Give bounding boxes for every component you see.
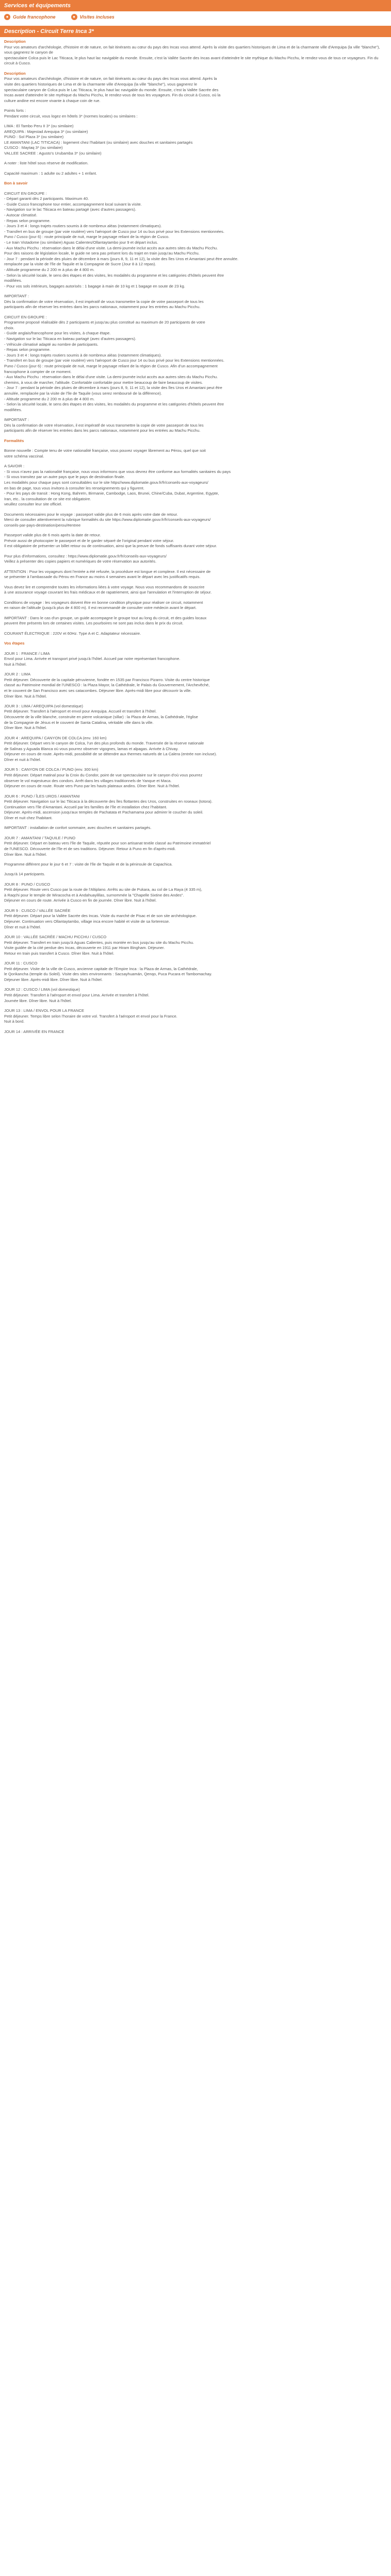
text-line: remplacée par la visite de l'île de Taquile et la Compagnie de Sucre (Jour 8 à 12 repas).	[4, 262, 156, 267]
spacer	[4, 667, 387, 672]
spacer	[4, 868, 387, 872]
text-line: modifiées.	[4, 407, 22, 412]
text-line: de Salinas y Aguada Blanca où vous pourrez observer vigognes, lamas et alpagas. Arrivée à Chivay.	[4, 746, 178, 751]
text-line: Pendant votre circuit, vous logez en hôtels 3* (normes locales) ou similaires :	[4, 113, 138, 118]
text-line: - Navigation sur le lac Titicaca en bateau partagé (avec d'autres passagers).	[4, 336, 136, 342]
text-line: - Altitude programme du 2 200 m à plus de 4 800 m.	[4, 396, 95, 401]
text-line: Pour des raisons de législation locale, le guide ne sera pas présent lors du trajet en train jusqu'au Machu Picchu.	[4, 251, 200, 256]
text-line: Dîner et nuit à l'hôtel.	[4, 924, 41, 929]
spacer	[4, 565, 387, 569]
text-line: Dîner libre. Nuit à l'hôtel.	[4, 852, 47, 857]
text-line: - Jour 7 : pendant la période des pluies de décembre à mars (jours 8, 9, 11 et 12), la visite des îles Uros et Amantani peut être annulée.	[4, 256, 239, 261]
spacer	[4, 821, 387, 826]
spacer	[4, 1004, 387, 1008]
text-line: Petit déjeuner. Transfert à l'aéroport et envol pour Arequipa. Accueil et transfert à l'hôtel.	[4, 709, 157, 714]
text-line: Petit déjeuner. Route vers Cusco par la route de l'Altiplano. Arrêts au site de Pukara, au col de La Raya (4 335 m),	[4, 887, 202, 892]
text-line: - Altitude programme du 2 200 m à plus de 4 800 m.	[4, 267, 95, 272]
text-line: à une assurance voyage couvrant les frais médicaux et de rapatriement, ainsi que l'annulation et l'interruption de séjour.	[4, 590, 212, 595]
spacer	[4, 444, 387, 448]
text-line: JOUR 5 : CANYON DE COLCA / PUNO (env. 300 km)	[4, 767, 99, 772]
spacer	[4, 549, 387, 554]
spacer	[4, 857, 387, 862]
text-line: Découverte de la ville blanche, construite en pierre volcanique (sillar) : la Plaza de Armas, la Cathédrale, l'église	[4, 715, 198, 720]
spacer	[4, 310, 387, 315]
text-line: Jusqu'à 14 participants.	[4, 872, 45, 877]
text-line: JOUR 8 : PUNO / CUSCO	[4, 882, 51, 887]
spacer	[4, 289, 387, 294]
spacer	[4, 904, 387, 908]
text-line: - Si vous transitez par un autre pays que le pays de destination finale.	[4, 474, 125, 480]
text-line: - Pour vos sols intérieurs, bagages autorisés : 1 bagage à main de 10 kg et 1 bagage en soute de 23 kg.	[4, 283, 185, 289]
text-line: VALLEE SACREE : Agusto's Urubamba 3* (ou similaire)	[4, 151, 102, 156]
text-line: Petit déjeuner. Temps libre selon l'horaire de votre vol. Transfert à l'aéroport et envol pour la France.	[4, 1013, 177, 1019]
spacer	[4, 1025, 387, 1029]
text-line: CUSCO : Maytaq 3* (ou similaire)	[4, 145, 63, 150]
text-line: Dîner libre. Nuit à l'hôtel.	[4, 693, 47, 699]
section-heading: Description	[4, 39, 26, 44]
text-line: observer le vol majestueux des condors. Arrêt dans les villages traditionnels de Yanque et Maca.	[4, 778, 172, 783]
text-line: Programme proposé réalisable dès 2 participants et jusqu'au plus constitué au maximum de 20 participants de votre	[4, 320, 205, 325]
spacer	[4, 983, 387, 988]
text-line: choix.	[4, 325, 14, 330]
spacer	[4, 66, 387, 71]
text-line: Petit déjeuner. Visite de la ville de Cusco, ancienne capitale de l'Empire Inca : la Plaza de Armas, la Cathédrale,	[4, 966, 198, 971]
text-line: - Si vous n'avez pas la nationalité française, nous vous informons que vous devrez être conforme aux formalités sanitaires du pays	[4, 469, 231, 474]
tab-guide-label: Guide francophone	[13, 14, 56, 20]
text-line: IMPORTANT :	[4, 294, 29, 299]
spacer	[4, 459, 387, 464]
tab-visites[interactable]	[71, 14, 115, 20]
text-line: JOUR 4 : AREQUIPA / CANYON DE COLCA (env. 160 km)	[4, 735, 107, 740]
spacer	[4, 434, 387, 438]
text-line: - Jours 3 et 4 : longs trajets routiers soumis à de nombreux aléas (notamment climatiques).	[4, 224, 162, 229]
spacer	[4, 789, 387, 794]
text-line: et le couvent de San Francisco avec ses catacombes. Déjeuner libre. Après-midi libre pour découvrir la ville.	[4, 688, 192, 693]
spacer	[4, 157, 387, 161]
text-line: Documents nécessaires pour le voyage : passeport valide plus de 6 mois après votre date de retour.	[4, 512, 178, 517]
text-line: COURANT ÉLECTRIQUE : 220V et 60Hz. Type A et C. Adaptateur nécessaire.	[4, 631, 141, 636]
text-line: annulée, remplacée par la visite de l'île de Taquile (vous serez remboursé de la différence).	[4, 391, 162, 396]
spacer	[4, 831, 387, 836]
text-line: Retour en train puis transfert à Cusco. Dîner libre. Nuit à l'hôtel.	[4, 951, 115, 956]
text-line: Visite guidée de la cité perdue des Incas, découverte en 1911 par Hiram Bingham. Déjeuner.	[4, 945, 165, 951]
text-line: - Selon la sécurité locale, le sens des étapes et des visites, les modalités du programme et les catégories d'hôtels peuvent être	[4, 273, 224, 278]
text-line: Petit déjeuner. Découverte de la capitale péruvienne, fondée en 1535 par Francisco Pizarro. Visite du centre historique	[4, 677, 210, 682]
text-line: Nuit à l'hôtel.	[4, 662, 27, 667]
text-line: Petit déjeuner. Départ vers le canyon de Colca, l'un des plus profonds du monde. Traversée de la réserve nationale	[4, 741, 204, 746]
text-line: Petit déjeuner. Navigation sur le lac Titicaca à la découverte des îles flottantes des Uros, construites en roseaux (totora).	[4, 799, 213, 804]
text-line: IMPORTANT :	[4, 417, 29, 422]
spacer	[4, 731, 387, 736]
text-line: Puno / Cusco (jour 6) : route principale de nuit, marge le paysage reliant de la région de Cusco.	[4, 234, 170, 240]
spacer	[4, 166, 387, 171]
spacer	[4, 763, 387, 768]
spacer	[4, 507, 387, 512]
spacer	[4, 596, 387, 600]
text-line: - Jours 3 et 4 : longs trajets routiers soumis à de nombreux aléas (notamment climatiques).	[4, 352, 162, 358]
text-line: francophone à compter de ce moment.	[4, 369, 72, 374]
text-line: JOUR 6 : PUNO / ÎLES UROS / AMANTANI	[4, 793, 80, 799]
section-heading: Formalités	[4, 438, 24, 443]
text-line: Déjeuner. Continuation vers Ollantaytambo, village inca encore habité et visite de sa forteresse.	[4, 919, 170, 924]
text-line: - Guide Cusco francophone tour entier, accompagnement local suivant la visite.	[4, 201, 142, 207]
section-heading: Vos étapes	[4, 641, 25, 646]
text-line: spectaculaire canyon de Colca puis le Lac Titicaca, le plus haut lac navigable du monde. Ensuite, c'est la Vallée Sacrée des	[4, 87, 219, 92]
page	[0, 0, 391, 1037]
tabs-nav	[0, 11, 391, 23]
text-line: CIRCUIT EN GROUPE :	[4, 314, 47, 319]
text-line: IMPORTANT : installation de confort sommaire, avec douches et sanitaires partagés.	[4, 825, 152, 831]
services-header: Services et équipements	[0, 0, 391, 11]
text-line: Déjeuner en cours de route. Route vers Puno par les hauts plateaux andins. Dîner libre. Nuit à l'hôtel.	[4, 784, 180, 789]
text-line: JOUR 9 : CUSCO / VALLÉE SACRÉE	[4, 908, 71, 913]
text-line: modifiées.	[4, 278, 22, 283]
text-line: chemins, à vous de marcher, l'altitude. Confortable confortable pour mettre beaucoup de faire beaucoup de visites.	[4, 380, 203, 385]
text-line: - Départ garanti dès 2 participants. Maximum 40.	[4, 196, 89, 201]
text-line: CIRCUIT EN GROUPE :	[4, 191, 47, 196]
text-line: spectaculaire Colca puis le Lac Titicaca, le plus haut lac navigable du monde. Ensuite, c'est la Vallée Sacrée des Incas avant d'atteindre le site mythique du Machu Picchu, le rendez-vous de tous ce voyageurs. Fin du circuit à Cusco.	[4, 55, 379, 66]
text-line: Journée libre. Dîner libre. Nuit à l'hôtel.	[4, 998, 72, 1003]
text-line: veuillez consulter leur site officiel.	[4, 502, 62, 507]
text-line: Dès la confirmation de votre réservation, il est impératif de vous transmettre la copie de votre passeport de tous les	[4, 299, 204, 304]
text-line: se présenter à l'ambassade du Pérou en France au moins 4 semaines avant le départ avec les justificatifs requis.	[4, 574, 201, 580]
text-line: Déjeuner en cours de route. Après-midi, possibilité de se détendre aux thermes naturels de La Calera (entrée non incluse).	[4, 752, 217, 757]
text-line: - Navigation sur le lac Titicaca en bateau partagé (avec d'autres passagers).	[4, 207, 136, 212]
text-line: Dîner libre. Nuit à l'hôtel.	[4, 725, 47, 731]
text-line: Iran, etc.. la consultation de ce site est obligatoire.	[4, 496, 91, 501]
text-line: LE AMANTANI (LAC TITICACA) : logement chez l'habitant (ou similaire) avec douches et sanitaires partagés	[4, 140, 193, 145]
text-line: Petit déjeuner. Départ en bateau vers l'île de Taquile, réputée pour son artisanat textile classé au Patrimoine immatériel	[4, 841, 211, 846]
text-line: A noter : liste hôtel sous réserve de modification.	[4, 161, 89, 166]
text-line: Passeport valide plus de 6 mois après la date de retour.	[4, 533, 101, 538]
text-line: en bas de page, tous vous invitons à consulter les renseignements qui y figurent.	[4, 485, 144, 490]
text-line: - Aux Machu Picchu : réservation dans le délai d'une visite. La demi-journée inclut accès aux autres sites du Machu Picchu.	[4, 245, 218, 250]
camera-icon: ●	[71, 14, 77, 20]
text-line: Déjeuner libre. Après-midi libre. Dîner libre. Nuit à l'hôtel.	[4, 977, 103, 982]
text-line: - Transfert en bus de groupe (par voie routière) vers l'aéroport de Cusco jour 14 ou bus privé pour les Extensions mentionnées.	[4, 358, 224, 363]
text-line: Dîner et nuit chez l'habitant.	[4, 815, 53, 820]
spacer	[4, 187, 387, 191]
text-line: conseils-par-pays-destination/perou/#entree	[4, 522, 81, 528]
text-line: JOUR 2 : LIMA	[4, 672, 31, 677]
tab-visites-label: Visites incluses	[79, 14, 115, 20]
text-line: A SAVOIR :	[4, 464, 25, 469]
text-line: Petit déjeuner. Transfert en train jusqu'à Aguas Calientes, puis montée en bus jusqu'au site du Machu Picchu.	[4, 940, 194, 945]
spacer	[4, 119, 387, 124]
text-line: Veillez à présenter des copies papiers et numériques de votre réservation aux autorités.	[4, 559, 157, 564]
text-line: PUNO : Sol Plaza 3* (ou similaire)	[4, 134, 64, 140]
text-line: AREQUIPA : Majestad Arequipa 3* (ou similaire)	[4, 129, 88, 134]
text-line: LIMA : El Tambo Peru II 3* (ou similaire)	[4, 124, 74, 129]
text-line: Déjeuner. Après-midi, ascension jusqu'aux temples de Pachatata et Pachamama pour admirer le coucher du soleil.	[4, 810, 203, 815]
text-line: Bonne nouvelle : Compte tenu de votre nationalité française, vous pouvez voyager librement au Pérou, quel que soit	[4, 448, 206, 453]
text-line: ATTENTION : Pour les voyageurs dont l'entrée a été refusée, la procédure est longue et complexe. Il est nécessaire de	[4, 569, 211, 574]
spacer	[4, 636, 387, 641]
text-line: participants afin de réserver les entrées dans les parcs nationaux, notamment pour les entrées au Machu Picchu.	[4, 304, 201, 310]
text-line: - Aux Machu Picchu : réservation dans le délai d'une visite. La demi-journée inclut accès aux autres sites du Machu Picchu.	[4, 375, 218, 380]
spacer	[4, 956, 387, 961]
text-line: culture andine est encore vivante à chaque coin de rue.	[4, 98, 101, 103]
text-line: JOUR 12 : CUSCO / LIMA (vol domestique)	[4, 987, 80, 992]
text-line: Pour plus d'informations, consultez : https://www.diplomatie.gouv.fr/fr/conseils-aux-voyageurs/	[4, 553, 167, 558]
spacer	[4, 626, 387, 631]
spacer	[4, 877, 387, 882]
text-line: Dès la confirmation de votre réservation, il est impératif de vous transmettre la copie de votre passeport de tous les	[4, 422, 204, 428]
text-line: Les modalités pour chaque pays sont consultables sur le site https//www.diplomatie.gouv.fr/fr/conseils-aux-voyageurs/	[4, 480, 208, 485]
text-line: Merci de consulter attentivement la rubrique formalités du site https://www.diplomatie.gouv.fr/fr/conseils-aux-voyageurs/	[4, 517, 211, 522]
text-line: Petit déjeuner. Transfert à l'aéroport et envol pour Lima. Arrivée et transfert à l'hôtel.	[4, 992, 150, 997]
text-line: JOUR 10 : VALLÉE SACRÉE / MACHU PICCHU / CUSCO	[4, 935, 107, 940]
text-line: - Repas selon programme.	[4, 347, 51, 352]
text-line: Conditions de voyage : les voyageurs doivent être en bonne condition physique pour réaliser ce circuit, notamment	[4, 600, 203, 605]
text-line: - Autocar climatisé.	[4, 213, 38, 218]
text-line: Incas avant d'atteindre le site mythique du Machu Picchu, le rendez-vous de tous les voyageurs. Fin du circuit à Cusco, où la	[4, 93, 221, 98]
text-line: - Selon la sécurité locale, le sens des étapes et des visites, les modalités du programme et les catégories d'hôtels peuvent être	[4, 402, 224, 407]
text-line: Continuation vers l'île d'Amantani. Accueil par les familles de l'île et installation chez l'habitant.	[4, 804, 168, 809]
text-line: - Jour 7 : pendant la période des pluies de décembre à mars (jours 8, 9, 11 et 12), la visite des îles Uros et Amantani peut être	[4, 385, 222, 391]
text-line: de la Compagnie de Jésus et le couvent de Santa Catalina, véritable ville dans la ville.	[4, 720, 154, 725]
text-line: le Qorikancha (temple du Soleil). Visite des sites environnants : Sacsayhuamán, Qenqo, Puca Pucara et Tambomachay.	[4, 972, 213, 977]
section-heading: Description	[4, 71, 26, 76]
text-line: Capacité maximum : 1 adulte ou 2 adultes + 1 enfant.	[4, 171, 97, 176]
text-line: de l'UNESCO. Découverte de l'île et de ses traditions. Déjeuner. Retour à Puno en fin d'après-midi.	[4, 846, 176, 851]
spacer	[4, 611, 387, 616]
text-line: peuvent être présents lors de certaines visites. Les pourboires ne sont pas inclus dans le prix du circuit.	[4, 621, 184, 626]
description-body	[0, 37, 391, 1037]
text-line: Prévoir aussi de photocopier le passeport et de le garder séparé de l'original pendant votre séjour.	[4, 538, 174, 543]
text-line: Envol pour Lima. Arrivée et transport privé jusqu'à l'hôtel. Accueil par notre représentant francophone.	[4, 656, 181, 662]
text-line: Il est obligatoire de présenter un billet retour ou de continuation, ainsi que la preuve de fonds suffisants durant votre séjour.	[4, 544, 217, 549]
section-heading: Bon à savoir	[4, 181, 28, 186]
page-title: Description - Circuit Terre Inca 3*	[0, 26, 391, 37]
spacer	[4, 413, 387, 417]
spacer	[4, 528, 387, 533]
text-line: - Guide anglais/francophone pour les visites, à chaque étape.	[4, 331, 111, 336]
text-line: Nuit à bord.	[4, 1019, 25, 1024]
text-line: en raison de l'altitude (jusqu'à plus de 4 800 m). Il est recommandé de consulter votre médecin avant le départ.	[4, 605, 197, 611]
text-line: - Transfert en bus de groupe (par voie routière) vers l'aéroport de Cusco jour 14 ou bus privé pour les Extensions mentionnées.	[4, 229, 224, 234]
text-line: Pour vos amateurs d'archéologie, d'histoire et de nature, on fait itinérants au cœur du pays des Incas vous attend. Après la visite des quartiers historiques de Lima et de la charmante ville d'Arequipa (la ville "blanche"), vous gagnerez le canyon de	[4, 44, 380, 55]
text-line: JOUR 3 : LIMA / AREQUIPA (vol domestique)	[4, 703, 84, 708]
spacer	[4, 699, 387, 704]
text-line: classé au Patrimoine mondial de l'UNESCO : la Plaza Mayor, la Cathédrale, le Palais du Gouvernement, l'Archevêché,	[4, 683, 210, 688]
text-line: - Véhicule climatisé adapté au nombre de participants.	[4, 342, 99, 347]
text-line: JOUR 1 : FRANCE / LIMA	[4, 651, 50, 656]
spacer	[4, 580, 387, 585]
text-line: JOUR 7 : AMANTANI / TAQUILE / PUNO	[4, 835, 75, 840]
text-line: à Raqchi pour le temple de Wiracocha et à Andahuaylillas, surnommée la "Chapelle Sixtine des Andes".	[4, 892, 184, 897]
text-line: JOUR 11 : CUSCO	[4, 961, 38, 966]
text-line: - Le train Vistadome (ou similaire) Aguas Calientes/Ollantaytambo jour 9 et départ inclus.	[4, 240, 158, 245]
spacer	[4, 647, 387, 651]
spacer	[4, 930, 387, 935]
tab-guide[interactable]	[4, 14, 56, 20]
text-line: - Pour les pays de transit : Hong Kong, Bahreïn, Birmanie, Cambodge, Laos, Brunei, Chine/Cuba, Dubaï, Argentine, Egypte,	[4, 491, 219, 496]
text-line: IMPORTANT : Dans le cas d'un groupe, un guide accompagne le groupe tout au long du circuit, et des guides locaux	[4, 615, 207, 620]
text-line: Pour vos amateurs d'archéologie, d'histoire et de nature, on fait itinérants au cœur du pays des Incas vous attend. Après la	[4, 76, 217, 81]
text-line: participants afin de réserver les entrées dans les parcs nationaux, notamment pour les entrées au Machu Picchu.	[4, 428, 201, 433]
text-line: Petit déjeuner. Départ matinal pour la Croix du Condor, point de vue spectaculaire sur le canyon d'où vous pourrez	[4, 773, 203, 778]
text-line: Puno / Cusco (jour 6) : route principale de nuit, marge le paysage reliant de la région de Cusco. Afin d'un accompagnement	[4, 364, 218, 369]
text-line: votre schéma vaccinal.	[4, 453, 44, 459]
text-line: Petit déjeuner. Départ pour la Vallée Sacrée des Incas. Visite du marché de Pisac et de son site archéologique.	[4, 913, 197, 919]
text-line: Programme différent pour le jour 6 et 7 : visite de l'île de Taquile et de la péninsule de Capachica.	[4, 861, 173, 867]
person-icon: ●	[4, 14, 10, 20]
text-line: visite des quartiers historiques de Lima et de la charmante ville d'Arequipa (la ville "blanche"), vous gagnerez le	[4, 81, 198, 87]
text-line: JOUR 14 : ARRIVÉE EN FRANCE	[4, 1029, 64, 1034]
text-line: Points forts :	[4, 108, 26, 113]
spacer	[4, 176, 387, 181]
text-line: Vous devez lire et comprendre toutes les informations liées à votre voyage. Nous vous recommandons de souscrire	[4, 584, 205, 589]
text-line: Déjeuner en cours de route. Arrivée à Cusco en fin de journée. Dîner libre. Nuit à l'hôtel.	[4, 898, 157, 903]
text-line: Dîner et nuit à l'hôtel.	[4, 757, 41, 762]
spacer	[4, 104, 387, 108]
text-line: JOUR 13 : LIMA / ENVOL POUR LA FRANCE	[4, 1008, 85, 1013]
text-line: - Repas selon programme.	[4, 218, 51, 223]
